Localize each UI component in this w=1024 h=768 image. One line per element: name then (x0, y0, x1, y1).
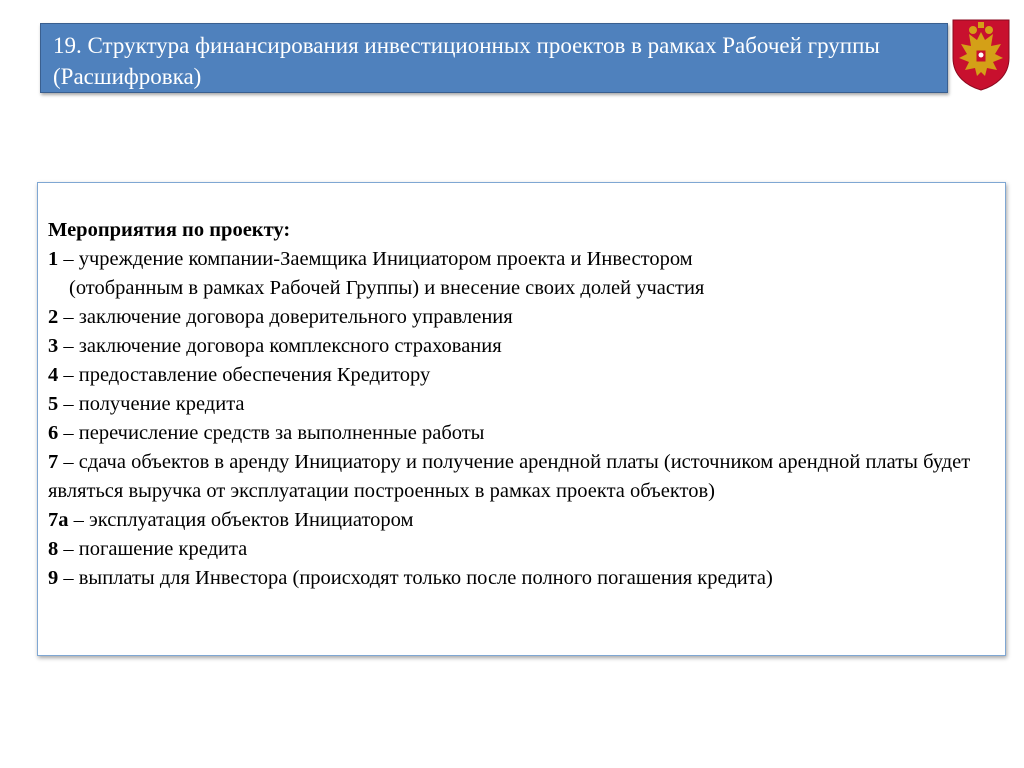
slide-title-bar (40, 23, 948, 93)
item-text: – перечисление средств за выполненные работы (58, 422, 485, 444)
item-text: – учреждение компании-Заемщика Инициатором проекта и Инвестором (58, 248, 693, 270)
list-item (48, 506, 995, 535)
item-number: 4 (48, 364, 59, 386)
list-item-continuation: (отобранным в рамках Рабочей Группы) и внесение своих долей участия (69, 277, 705, 299)
item-text: – погашение кредита (58, 538, 248, 560)
item-text: – сдача объектов в аренду Инициатору и получение арендной платы (источником арендной платы будет являться выручка от эксплуатации построенных в рамках проекта объектов) (48, 451, 971, 502)
item-number: 6 (48, 422, 59, 444)
item-number: 2 (48, 306, 59, 328)
item-text: – эксплуатация объектов Инициатором (68, 509, 414, 531)
item-text: – получение кредита (58, 393, 245, 415)
content-heading: Мероприятия по проекту: (48, 219, 291, 241)
item-text: – заключение договора комплексного страхования (58, 335, 502, 357)
slide-title: 19. Структура финансирования инвестиционных проектов в рамках Рабочей группы (Расшифровка) (53, 33, 880, 89)
item-text: – выплаты для Инвестора (происходят только после полного погашения кредита) (58, 567, 773, 589)
list-item (48, 303, 995, 332)
item-number: 9 (48, 567, 59, 589)
list-item (48, 361, 995, 390)
list-item (48, 419, 995, 448)
item-number: 1 (48, 248, 59, 270)
item-number: 8 (48, 538, 59, 560)
list-item (48, 564, 995, 593)
list-item (48, 245, 995, 274)
coat-of-arms-icon (949, 18, 1013, 92)
item-number: 5 (48, 393, 59, 415)
content-box (37, 182, 1006, 656)
list-item (48, 535, 995, 564)
item-text: – заключение договора доверительного управления (58, 306, 513, 328)
item-number: 3 (48, 335, 59, 357)
item-text: – предоставление обеспечения Кредитору (58, 364, 431, 386)
item-number: 7а (48, 509, 69, 531)
list-item (48, 390, 995, 419)
item-number: 7 (48, 451, 59, 473)
list-item (48, 448, 995, 506)
emblem-svg (949, 18, 1013, 92)
list-item (48, 332, 995, 361)
